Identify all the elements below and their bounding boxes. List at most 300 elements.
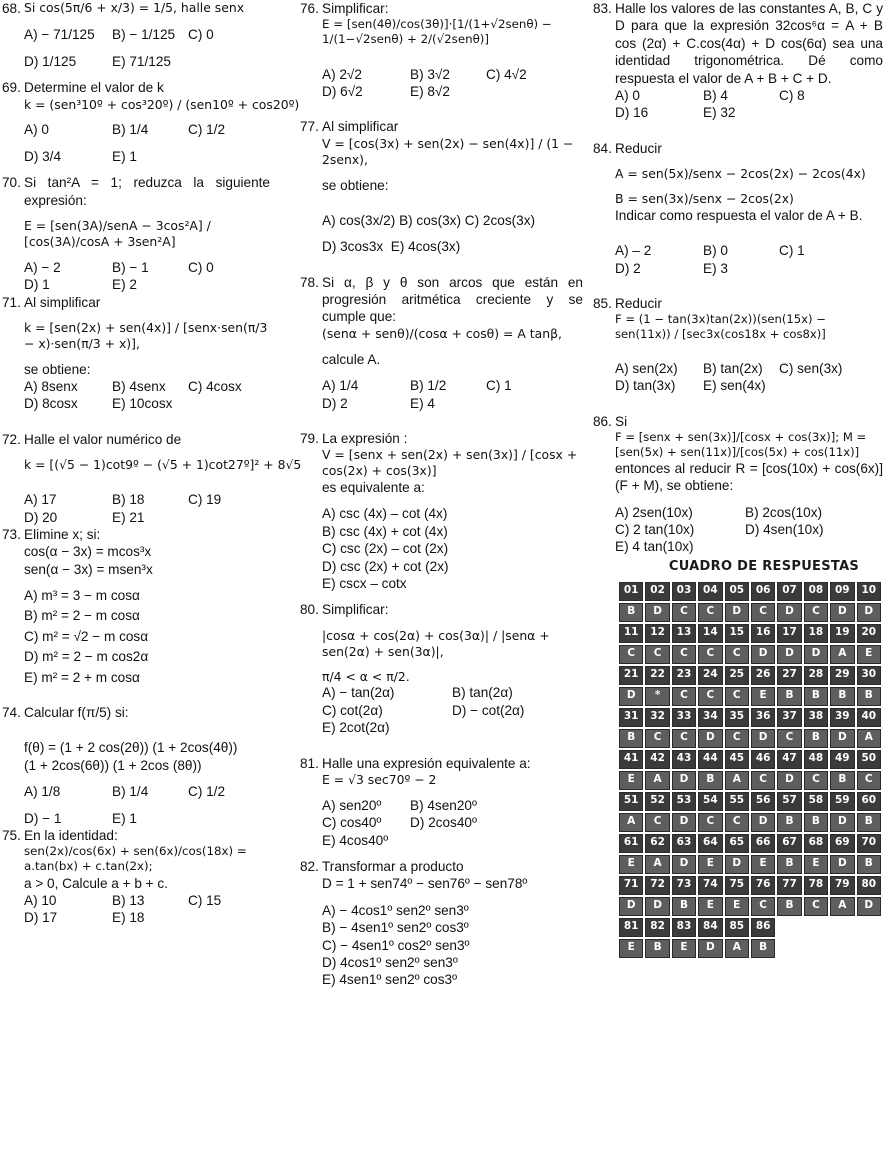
- option-d: D) − cot(2α): [452, 702, 525, 718]
- formula: F = (1 − tan(3x)tan(2x))(sen(15x) − sen(11x)) / [sec3x(cos18x + cos8x)]: [615, 312, 826, 342]
- option-c: C) cot(2α): [322, 702, 383, 718]
- answer-letter-cell: *: [645, 687, 669, 706]
- answer-number-row: [619, 876, 881, 895]
- answer-number-cell: 06: [751, 582, 775, 601]
- option-b: B) csc (4x) + cot (4x): [322, 523, 448, 539]
- option-c: C) 1: [486, 378, 512, 394]
- problem-72: [2, 431, 302, 526]
- answer-number-cell: 41: [619, 750, 643, 769]
- problem-number: 74.: [2, 705, 21, 721]
- problem-84: [593, 140, 883, 277]
- option-b: B) 3√2: [410, 66, 450, 82]
- answer-number-row: [619, 834, 881, 853]
- answer-number-cell: 19: [830, 624, 854, 643]
- answer-number-cell: 68: [804, 834, 828, 853]
- answer-number-cell: 54: [698, 792, 722, 811]
- answer-number-cell: 03: [672, 582, 696, 601]
- problem-number: 83.: [593, 1, 612, 16]
- answer-letter-cell: E: [725, 897, 749, 916]
- option-b: B) 4: [703, 87, 728, 103]
- answer-number-cell: 15: [725, 624, 749, 643]
- answer-letter-cell: C: [725, 645, 749, 664]
- problem-statement: Halle los valores de las constantes A, B, C y D para que la expresión 32cos⁶α = A + B cos (2α) + C.cos(4α) + D cos(6α) sea una identidad trigonométrica. Dé como respuesta el valor de A + B + C + D.: [615, 1, 883, 86]
- answer-letter-cell: D: [830, 855, 854, 874]
- answer-letter-cell: C: [645, 813, 669, 832]
- answer-letter-cell: D: [672, 855, 696, 874]
- problem-73: [2, 526, 270, 686]
- answer-letter-cell: B: [777, 813, 801, 832]
- answer-letter-cell: D: [857, 603, 881, 622]
- answer-letter-cell: A: [645, 771, 669, 790]
- answer-number-cell: 27: [777, 666, 801, 685]
- option-a: A) − tan(2α): [322, 685, 395, 701]
- option-d: D) 16: [615, 105, 649, 121]
- answer-number-cell: 53: [672, 792, 696, 811]
- answer-number-cell: 20: [857, 624, 881, 643]
- answer-number-cell: 83: [672, 918, 696, 937]
- problem-75: [2, 827, 270, 927]
- option-c: C) sen(3x): [779, 361, 843, 377]
- option-e: E) 21: [112, 509, 145, 525]
- answer-number-cell: 69: [830, 834, 854, 853]
- option-e: E) cscx – cotx: [322, 575, 407, 591]
- answer-letter-cell: B: [830, 771, 854, 790]
- problem-continuation: Indicar como respuesta el valor de A + B.: [615, 207, 863, 223]
- answer-letter-row: [619, 687, 881, 706]
- option-d: D) 4cos1º sen2º sen3º: [322, 954, 458, 970]
- option-e: E) sen(4x): [703, 378, 766, 394]
- answer-number-cell: 36: [751, 708, 775, 727]
- answer-letter-cell: D: [672, 771, 696, 790]
- problem-83: [593, 0, 883, 122]
- answer-number-cell: 48: [804, 750, 828, 769]
- answer-letter-cell: C: [804, 771, 828, 790]
- answer-number-cell: 14: [698, 624, 722, 643]
- option-e: E) 18: [112, 910, 145, 926]
- answer-letter-cell: B: [804, 687, 828, 706]
- option-b: B) 18: [112, 492, 145, 508]
- problem-statement: Si α, β y θ son arcos que están en progresión aritmética creciente y se cumple que:: [322, 274, 583, 325]
- problem-continuation: calcule A.: [322, 351, 381, 367]
- option-b: B) cos(3x): [399, 212, 461, 228]
- answer-number-cell: 84: [698, 918, 722, 937]
- answer-letter-cell: C: [751, 771, 775, 790]
- answer-letter-cell: C: [698, 687, 722, 706]
- problem-statement: Reducir: [615, 296, 662, 312]
- option-c: C) 4√2: [486, 66, 527, 82]
- option-d: D) − 1: [24, 810, 62, 826]
- option-e: E) 71/125: [112, 53, 171, 69]
- answer-letter-cell: D: [645, 897, 669, 916]
- answer-letter-cell: A: [830, 897, 854, 916]
- answer-number-cell: 71: [619, 876, 643, 895]
- option-e: E) m² = 2 + m cosα: [24, 669, 140, 685]
- equation-line: sen(α − 3x) = msen³x: [24, 561, 153, 577]
- problem-statement: Al simplificar: [322, 119, 399, 135]
- option-e: E) 4: [410, 395, 435, 411]
- answer-number-cell: 21: [619, 666, 643, 685]
- option-b: B) 1/4: [112, 122, 149, 138]
- option-b: B) − 4sen1º sen2º cos3º: [322, 920, 469, 936]
- option-a: A) cos(3x/2): [322, 212, 396, 228]
- answer-letter-cell: C: [777, 729, 801, 748]
- answer-number-cell: 66: [751, 834, 775, 853]
- problem-statement: Si cos(5π/6 + x/3) = 1/5, halle senx: [24, 0, 245, 15]
- answer-letter-cell: B: [645, 939, 669, 958]
- answer-number-cell: 57: [777, 792, 801, 811]
- answer-number-cell: 32: [645, 708, 669, 727]
- answer-letter-cell: E: [619, 771, 643, 790]
- option-d: D) 4sen(10x): [745, 522, 824, 538]
- option-c: C) − 4sen1º cos2º sen3º: [322, 937, 470, 953]
- answer-number-cell: 73: [672, 876, 696, 895]
- option-c: C) 19: [188, 492, 222, 508]
- answer-number-cell: 09: [830, 582, 854, 601]
- problem-statement: Si tan²A = 1; reduzca la siguiente expresión:: [24, 175, 270, 208]
- problem-statement: Halle una expresión equivalente a:: [322, 755, 531, 771]
- option-c: C) 15: [188, 892, 222, 908]
- answer-number-cell: 61: [619, 834, 643, 853]
- problem-number: 85.: [593, 296, 612, 312]
- answer-letter-cell: E: [698, 897, 722, 916]
- formula-condition: π/4 < α < π/2.: [322, 668, 410, 684]
- answer-number-cell: 08: [804, 582, 828, 601]
- problem-statement: Elimine x; si:: [24, 526, 101, 542]
- formula: k = (sen³10º + cos³20º) / (sen10º + cos20º): [24, 96, 300, 112]
- answer-number-row: [619, 582, 881, 601]
- option-d: D) m² = 2 − m cos2α: [24, 649, 149, 665]
- option-d: D) 2: [322, 395, 348, 411]
- answer-letter-cell: C: [725, 729, 749, 748]
- column-1: [2, 0, 302, 927]
- formula: |cosα + cos(2α) + cos(3α)| / |senα + sen(2α) + sen(3α)|,: [322, 627, 550, 659]
- option-c: C) csc (2x) – cot (2x): [322, 541, 449, 557]
- option-a: A) 1/4: [322, 378, 359, 394]
- option-d: D) 2cos40º: [410, 815, 477, 831]
- answer-number-cell: 01: [619, 582, 643, 601]
- formula: k = [(√5 − 1)cot9º − (√5 + 1)cot27º]² + 8√5: [24, 457, 302, 473]
- option-c: C) 0: [188, 27, 214, 43]
- problem-77: [300, 118, 583, 255]
- answer-letter-cell: D: [725, 855, 749, 874]
- answer-letter-row: [619, 897, 881, 916]
- option-d: D) 8cosx: [24, 396, 78, 412]
- answer-letter-cell: E: [619, 939, 643, 958]
- problem-continuation: es equivalente a:: [322, 480, 425, 496]
- equation-line: cos(α − 3x) = mcos³x: [24, 544, 152, 560]
- equation-line: A = sen(5x)/senx − 2cos(2x) − 2cos(4x): [615, 166, 866, 182]
- formula: F = [senx + sen(3x)]/[cosx + cos(3x)]; M = [sen(5x) + sen(11x)]/[cos(5x) + cos(11x)]: [615, 430, 867, 460]
- equation-line: (1 + 2cos(6θ)) (1 + 2cos (8θ)): [24, 757, 202, 773]
- answer-letter-cell: A: [830, 645, 854, 664]
- equation-line: D = 1 + sen74º − sen76º − sen78º: [322, 876, 528, 892]
- answer-number-cell: 05: [725, 582, 749, 601]
- problem-number: 70.: [2, 175, 21, 191]
- answer-number-cell: 64: [698, 834, 722, 853]
- answer-number-cell: 12: [645, 624, 669, 643]
- answer-number-cell: 86: [751, 918, 775, 937]
- answer-letter-cell: D: [698, 939, 722, 958]
- answer-letter-cell: E: [698, 855, 722, 874]
- answer-letter-cell: D: [751, 813, 775, 832]
- problem-number: 76.: [300, 1, 319, 16]
- option-e: E) 32: [703, 105, 736, 121]
- option-e: E) 1: [112, 810, 137, 826]
- problem-79: [300, 430, 583, 592]
- answer-number-cell: 62: [645, 834, 669, 853]
- answer-number-row: [619, 624, 881, 643]
- answer-number-cell: 02: [645, 582, 669, 601]
- answer-letter-cell: A: [725, 771, 749, 790]
- answer-letter-cell: E: [804, 855, 828, 874]
- answer-number-cell: 79: [830, 876, 854, 895]
- answer-letter-cell: C: [672, 603, 696, 622]
- problem-statement: Reducir: [615, 140, 662, 156]
- option-d: D) 20: [24, 509, 58, 525]
- answer-number-row: [619, 792, 881, 811]
- answer-letter-cell: C: [751, 603, 775, 622]
- problem-71: [2, 294, 270, 413]
- answer-number-cell: 82: [645, 918, 669, 937]
- answer-letter-cell: A: [645, 855, 669, 874]
- problem-number: 79.: [300, 430, 319, 446]
- option-a: A) 2√2: [322, 66, 362, 82]
- answer-letter-cell: C: [698, 813, 722, 832]
- option-d: D) 6√2: [322, 83, 363, 99]
- answer-number-cell: 18: [804, 624, 828, 643]
- answer-letter-row: [619, 603, 881, 622]
- option-a: A) − 2: [24, 259, 61, 275]
- problem-80: [300, 601, 583, 736]
- answer-number-cell: 44: [698, 750, 722, 769]
- option-b: B) m² = 2 − m cosα: [24, 608, 140, 624]
- option-a: A) m³ = 3 − m cosα: [24, 588, 140, 604]
- answer-number-cell: 22: [645, 666, 669, 685]
- answer-letter-row: [619, 813, 881, 832]
- answer-letter-cell: A: [619, 813, 643, 832]
- answer-key: [593, 559, 883, 960]
- formula: sen(2x)/cos(6x) + sen(6x)/cos(18x) = a.tan(bx) + c.tan(2x);: [24, 844, 247, 874]
- answer-number-row: [619, 918, 881, 937]
- problem-number: 68.: [2, 1, 21, 16]
- answer-letter-cell: D: [725, 603, 749, 622]
- option-d: D) tan(3x): [615, 378, 676, 394]
- answer-letter-cell: D: [619, 897, 643, 916]
- answer-letter-cell: C: [857, 771, 881, 790]
- formula: k = [sen(2x) + sen(4x)] / [senx·sen(π/3 − x)·sen(π/3 + x)],: [24, 319, 268, 351]
- answer-letter-cell: C: [804, 897, 828, 916]
- answer-number-cell: 52: [645, 792, 669, 811]
- column-3: [593, 0, 883, 960]
- answer-number-cell: 37: [777, 708, 801, 727]
- answer-number-cell: 28: [804, 666, 828, 685]
- option-b: B) 2cos(10x): [745, 504, 823, 520]
- answer-letter-cell: B: [698, 771, 722, 790]
- answer-number-cell: 04: [698, 582, 722, 601]
- option-b: B) 4sen20º: [410, 797, 477, 813]
- answer-number-cell: 39: [830, 708, 854, 727]
- option-d: D) 3/4: [24, 148, 62, 164]
- answer-letter-cell: D: [830, 603, 854, 622]
- problem-number: 69.: [2, 80, 21, 96]
- answer-number-cell: 58: [804, 792, 828, 811]
- option-b: B) tan(2α): [452, 685, 513, 701]
- problem-continuation: se obtiene:: [322, 177, 389, 193]
- answer-letter-cell: A: [725, 939, 749, 958]
- problem-number: 86.: [593, 413, 612, 429]
- problem-82: [300, 858, 583, 989]
- option-e: E) 2cot(2α): [322, 720, 390, 736]
- problem-number: 71.: [2, 294, 21, 310]
- answer-letter-cell: D: [751, 729, 775, 748]
- problem-86: [593, 413, 883, 556]
- answer-number-cell: 26: [751, 666, 775, 685]
- answer-number-cell: 42: [645, 750, 669, 769]
- answer-number-cell: 77: [777, 876, 801, 895]
- option-b: B) tan(2x): [703, 361, 763, 377]
- answer-number-cell: 16: [751, 624, 775, 643]
- option-e: E) 2: [112, 277, 137, 293]
- answer-number-cell: 17: [777, 624, 801, 643]
- option-c: C) 2 tan(10x): [615, 522, 695, 538]
- answer-number-row: [619, 666, 881, 685]
- option-b: B) 0: [703, 243, 728, 259]
- answer-letter-cell: C: [672, 645, 696, 664]
- answer-number-cell: 76: [751, 876, 775, 895]
- problem-number: 84.: [593, 140, 612, 156]
- answer-number-cell: 11: [619, 624, 643, 643]
- option-a: A) − 71/125: [24, 27, 95, 43]
- answer-number-cell: 75: [725, 876, 749, 895]
- answer-number-cell: 29: [830, 666, 854, 685]
- formula: V = [cos(3x) + sen(2x) − sen(4x)] / (1 − 2senx),: [322, 135, 574, 167]
- problem-68: [2, 0, 270, 70]
- answer-number-cell: 34: [698, 708, 722, 727]
- answer-letter-cell: B: [777, 855, 801, 874]
- problem-statement: Halle el valor numérico de: [24, 431, 182, 447]
- answer-letter-cell: D: [777, 771, 801, 790]
- formula: E = [sen(4θ)/cos(3θ)]·[1/(1+√2senθ) − 1/(1−√2senθ) + 2/(√2senθ)]: [322, 17, 552, 47]
- answer-letter-cell: D: [698, 729, 722, 748]
- problem-statement: Simplificar:: [322, 602, 389, 618]
- answer-letter-cell: C: [804, 603, 828, 622]
- problem-continuation: a > 0, Calcule a + b + c.: [24, 875, 168, 891]
- option-e: E) 4sen1º sen2º cos3º: [322, 972, 458, 988]
- answer-letter-cell: D: [751, 645, 775, 664]
- problem-statement: Determine el valor de k: [24, 80, 164, 96]
- answer-letter-cell: B: [804, 729, 828, 748]
- problem-statement: Simplificar:: [322, 1, 389, 16]
- option-c: C) 1: [779, 243, 805, 259]
- answer-number-cell: 38: [804, 708, 828, 727]
- answer-letter-cell: D: [777, 603, 801, 622]
- answer-letter-cell: B: [619, 729, 643, 748]
- answer-number-cell: 56: [751, 792, 775, 811]
- equation-line: B = sen(3x)/senx − 2cos(2x): [615, 191, 794, 206]
- option-c: C) 8: [779, 87, 805, 103]
- answer-number-cell: 85: [725, 918, 749, 937]
- problem-continuation: entonces al reducir R = [cos(10x) + cos(6x)](F + M), se obtiene:: [615, 460, 883, 494]
- answer-number-cell: 60: [857, 792, 881, 811]
- answer-number-cell: 81: [619, 918, 643, 937]
- problem-76: [300, 0, 583, 100]
- answer-number-cell: 25: [725, 666, 749, 685]
- option-e: E) 10cosx: [112, 396, 173, 412]
- answer-letter-cell: D: [830, 813, 854, 832]
- formula: (senα + senθ)/(cosα + cosθ) = A tanβ,: [322, 325, 562, 341]
- answer-number-cell: 72: [645, 876, 669, 895]
- answer-number-cell: 51: [619, 792, 643, 811]
- answer-number-cell: 23: [672, 666, 696, 685]
- answer-letter-cell: B: [619, 603, 643, 622]
- problem-statement: Calcular f(π/5) si:: [24, 705, 129, 721]
- problem-statement: Si: [615, 413, 628, 429]
- option-a: A) sen20º: [322, 797, 382, 813]
- answer-number-cell: 63: [672, 834, 696, 853]
- problem-number: 72.: [2, 431, 21, 447]
- answer-letter-cell: C: [645, 729, 669, 748]
- option-b: B) − 1/125: [112, 27, 176, 43]
- answer-letter-cell: C: [751, 897, 775, 916]
- problem-statement: En la identidad:: [24, 827, 118, 843]
- option-b: B) 1/2: [410, 378, 447, 394]
- option-a: A) 8senx: [24, 379, 78, 395]
- answer-number-row: [619, 708, 881, 727]
- option-a: A) 10: [24, 892, 57, 908]
- option-b: B) − 1: [112, 259, 149, 275]
- option-a: A) csc (4x) – cot (4x): [322, 506, 448, 522]
- formula: V = [senx + sen(2x) + sen(3x)] / [cosx + cos(2x) + cos(3x)]: [322, 447, 578, 479]
- option-c: C) 2cos(3x): [464, 212, 536, 228]
- answer-number-cell: 24: [698, 666, 722, 685]
- answer-number-cell: 35: [725, 708, 749, 727]
- problem-statement: Al simplificar: [24, 294, 101, 310]
- answer-letter-cell: C: [698, 603, 722, 622]
- answer-letter-cell: C: [725, 813, 749, 832]
- answer-letter-cell: B: [777, 687, 801, 706]
- answer-number-cell: 80: [857, 876, 881, 895]
- option-a: A) – 2: [615, 243, 652, 259]
- answer-letter-cell: D: [645, 603, 669, 622]
- answer-letter-row: [619, 645, 881, 664]
- answer-number-cell: 78: [804, 876, 828, 895]
- answer-number-row: [619, 750, 881, 769]
- answer-letter-cell: B: [777, 897, 801, 916]
- option-a: A) 17: [24, 492, 57, 508]
- answer-number-cell: 43: [672, 750, 696, 769]
- option-a: A) 1/8: [24, 784, 61, 800]
- option-e: E) 4cos40º: [322, 832, 389, 848]
- option-b: B) 4senx: [112, 379, 166, 395]
- answer-letter-cell: B: [857, 855, 881, 874]
- problem-number: 78.: [300, 274, 319, 290]
- option-d: D) csc (2x) + cot (2x): [322, 558, 449, 574]
- answer-number-cell: 55: [725, 792, 749, 811]
- answer-letter-row: [619, 771, 881, 790]
- option-a: A) 2sen(10x): [615, 504, 693, 520]
- answer-number-cell: 10: [857, 582, 881, 601]
- option-d: D) 17: [24, 910, 58, 926]
- answer-number-cell: 31: [619, 708, 643, 727]
- option-e: E) 4cos(3x): [390, 239, 461, 255]
- problem-number: 81.: [300, 755, 319, 771]
- answer-letter-cell: A: [857, 729, 881, 748]
- option-e: E) 4 tan(10x): [615, 539, 694, 555]
- answer-number-cell: 67: [777, 834, 801, 853]
- option-c: C) 4cosx: [188, 379, 242, 395]
- option-a: A) 0: [615, 87, 640, 103]
- answer-letter-cell: B: [751, 939, 775, 958]
